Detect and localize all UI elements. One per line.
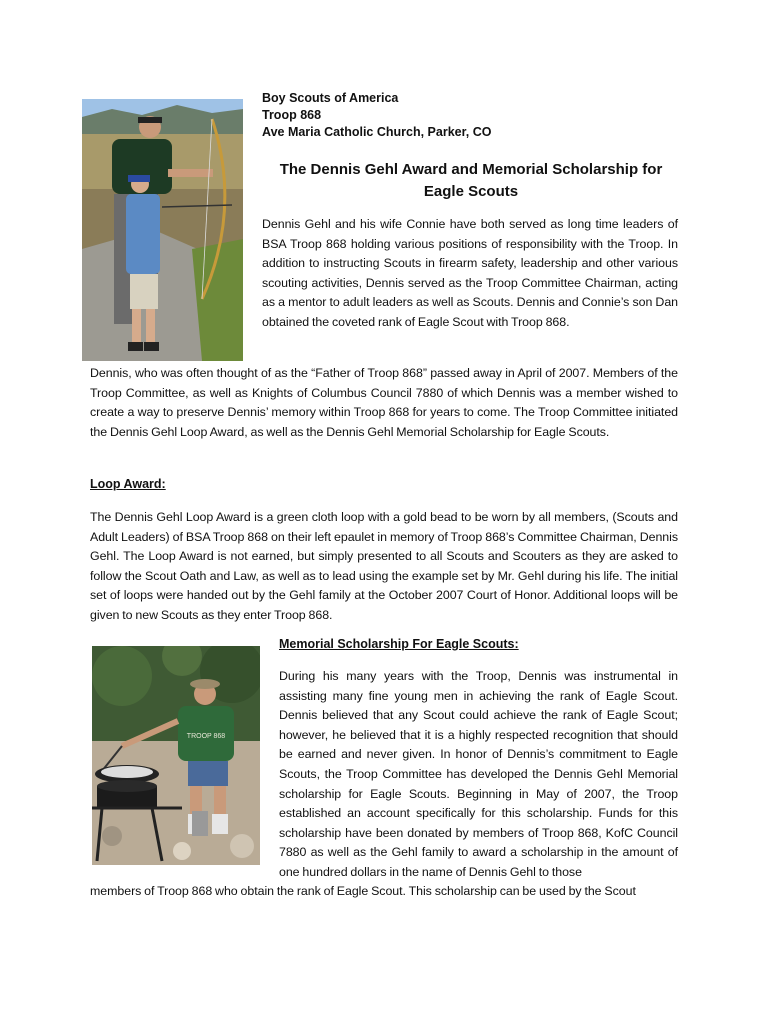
loop-award-heading: Loop Award: [90, 477, 166, 491]
shirt-text: TROOP 868 [186, 733, 226, 740]
dutch-oven-cooking-photo [92, 646, 260, 865]
loop-award-paragraph: The Dennis Gehl Loop Award is a green cloth loop with a gold bead to be worn by all members, (Scouts and Adult Leaders) of BSA Troop 868 on their left epaulet in memory of Troop 868’s Committee Chairman, Dennis Gehl. The Loop Award is not earned, but simply presented to all Scouts and Scouters as they are asked to follow the Scout Oath and Law, as well as to lead using the example set by Mr. Gehl during his life. The initial set of loops were handed out by the Gehl family at the October 2007 Court of Honor. Additional loops will be given to new Scouts as they enter Troop 868. [90, 510, 678, 622]
archery-photo [82, 99, 243, 361]
memorial-paragraph: Dennis, who was often thought of as the “Father of Troop 868” passed away in April of 2007. Members of the Troop Committee, as well as Knights of Columbus Council 7880 of which Dennis was a member wished to create a way to preserve Dennis’ memory within Troop 868 for years to come. The Troop Committee initiated the Dennis Gehl Loop Award, as well as the Dennis Gehl Memorial Scholarship for Eagle Scouts. [90, 366, 678, 439]
scholarship-paragraph-continued: members of Troop 868 who obtain the rank of Eagle Scout. This scholarship can be used by the Scout [90, 884, 636, 898]
intro-paragraph: Dennis Gehl and his wife Connie have both served as long time leaders of BSA Troop 868 holding various positions of responsibility with the Troop. In addition to instructing Scouts in firearm safety, leadership and other various scouting activities, Dennis served as the Troop Committee Chairman, acting as a mentor to adult leaders as well as Scouts. Dennis and Connie’s son Dan obtained the coveted rank of Eagle Scout with Troop 868. [262, 217, 678, 329]
org-name: Boy Scouts of America [262, 91, 399, 105]
document-title: The Dennis Gehl Award and Memorial Scholarship for Eagle Scouts [279, 161, 663, 200]
scholarship-heading: Memorial Scholarship For Eagle Scouts: [279, 637, 519, 651]
scholarship-paragraph: During his many years with the Troop, Dennis was instrumental in assisting many fine young men in achieving the rank of Eagle Scout. Dennis believed that any Scout could achieve the rank of Eagle Scout; however, he believed that it is a highly respected recognition that should be earned and never given. In honor of Dennis’s commitment to Eagle Scouts, the Troop Committee has developed the Dennis Gehl Memorial scholarship for Eagle Scouts. Beginning in May of 2007, the Troop established an account specifically for this scholarship. Funds for this scholarship have been donated by members of Troop 868, KofC Council 7880 as well as the Gehl family to award a scholarship in the amount of one hundred dollars in the name of Dennis Gehl to those [279, 669, 678, 879]
church-location: Ave Maria Catholic Church, Parker, CO [262, 125, 492, 139]
troop-name: Troop 868 [262, 108, 322, 122]
document-header [262, 90, 491, 141]
